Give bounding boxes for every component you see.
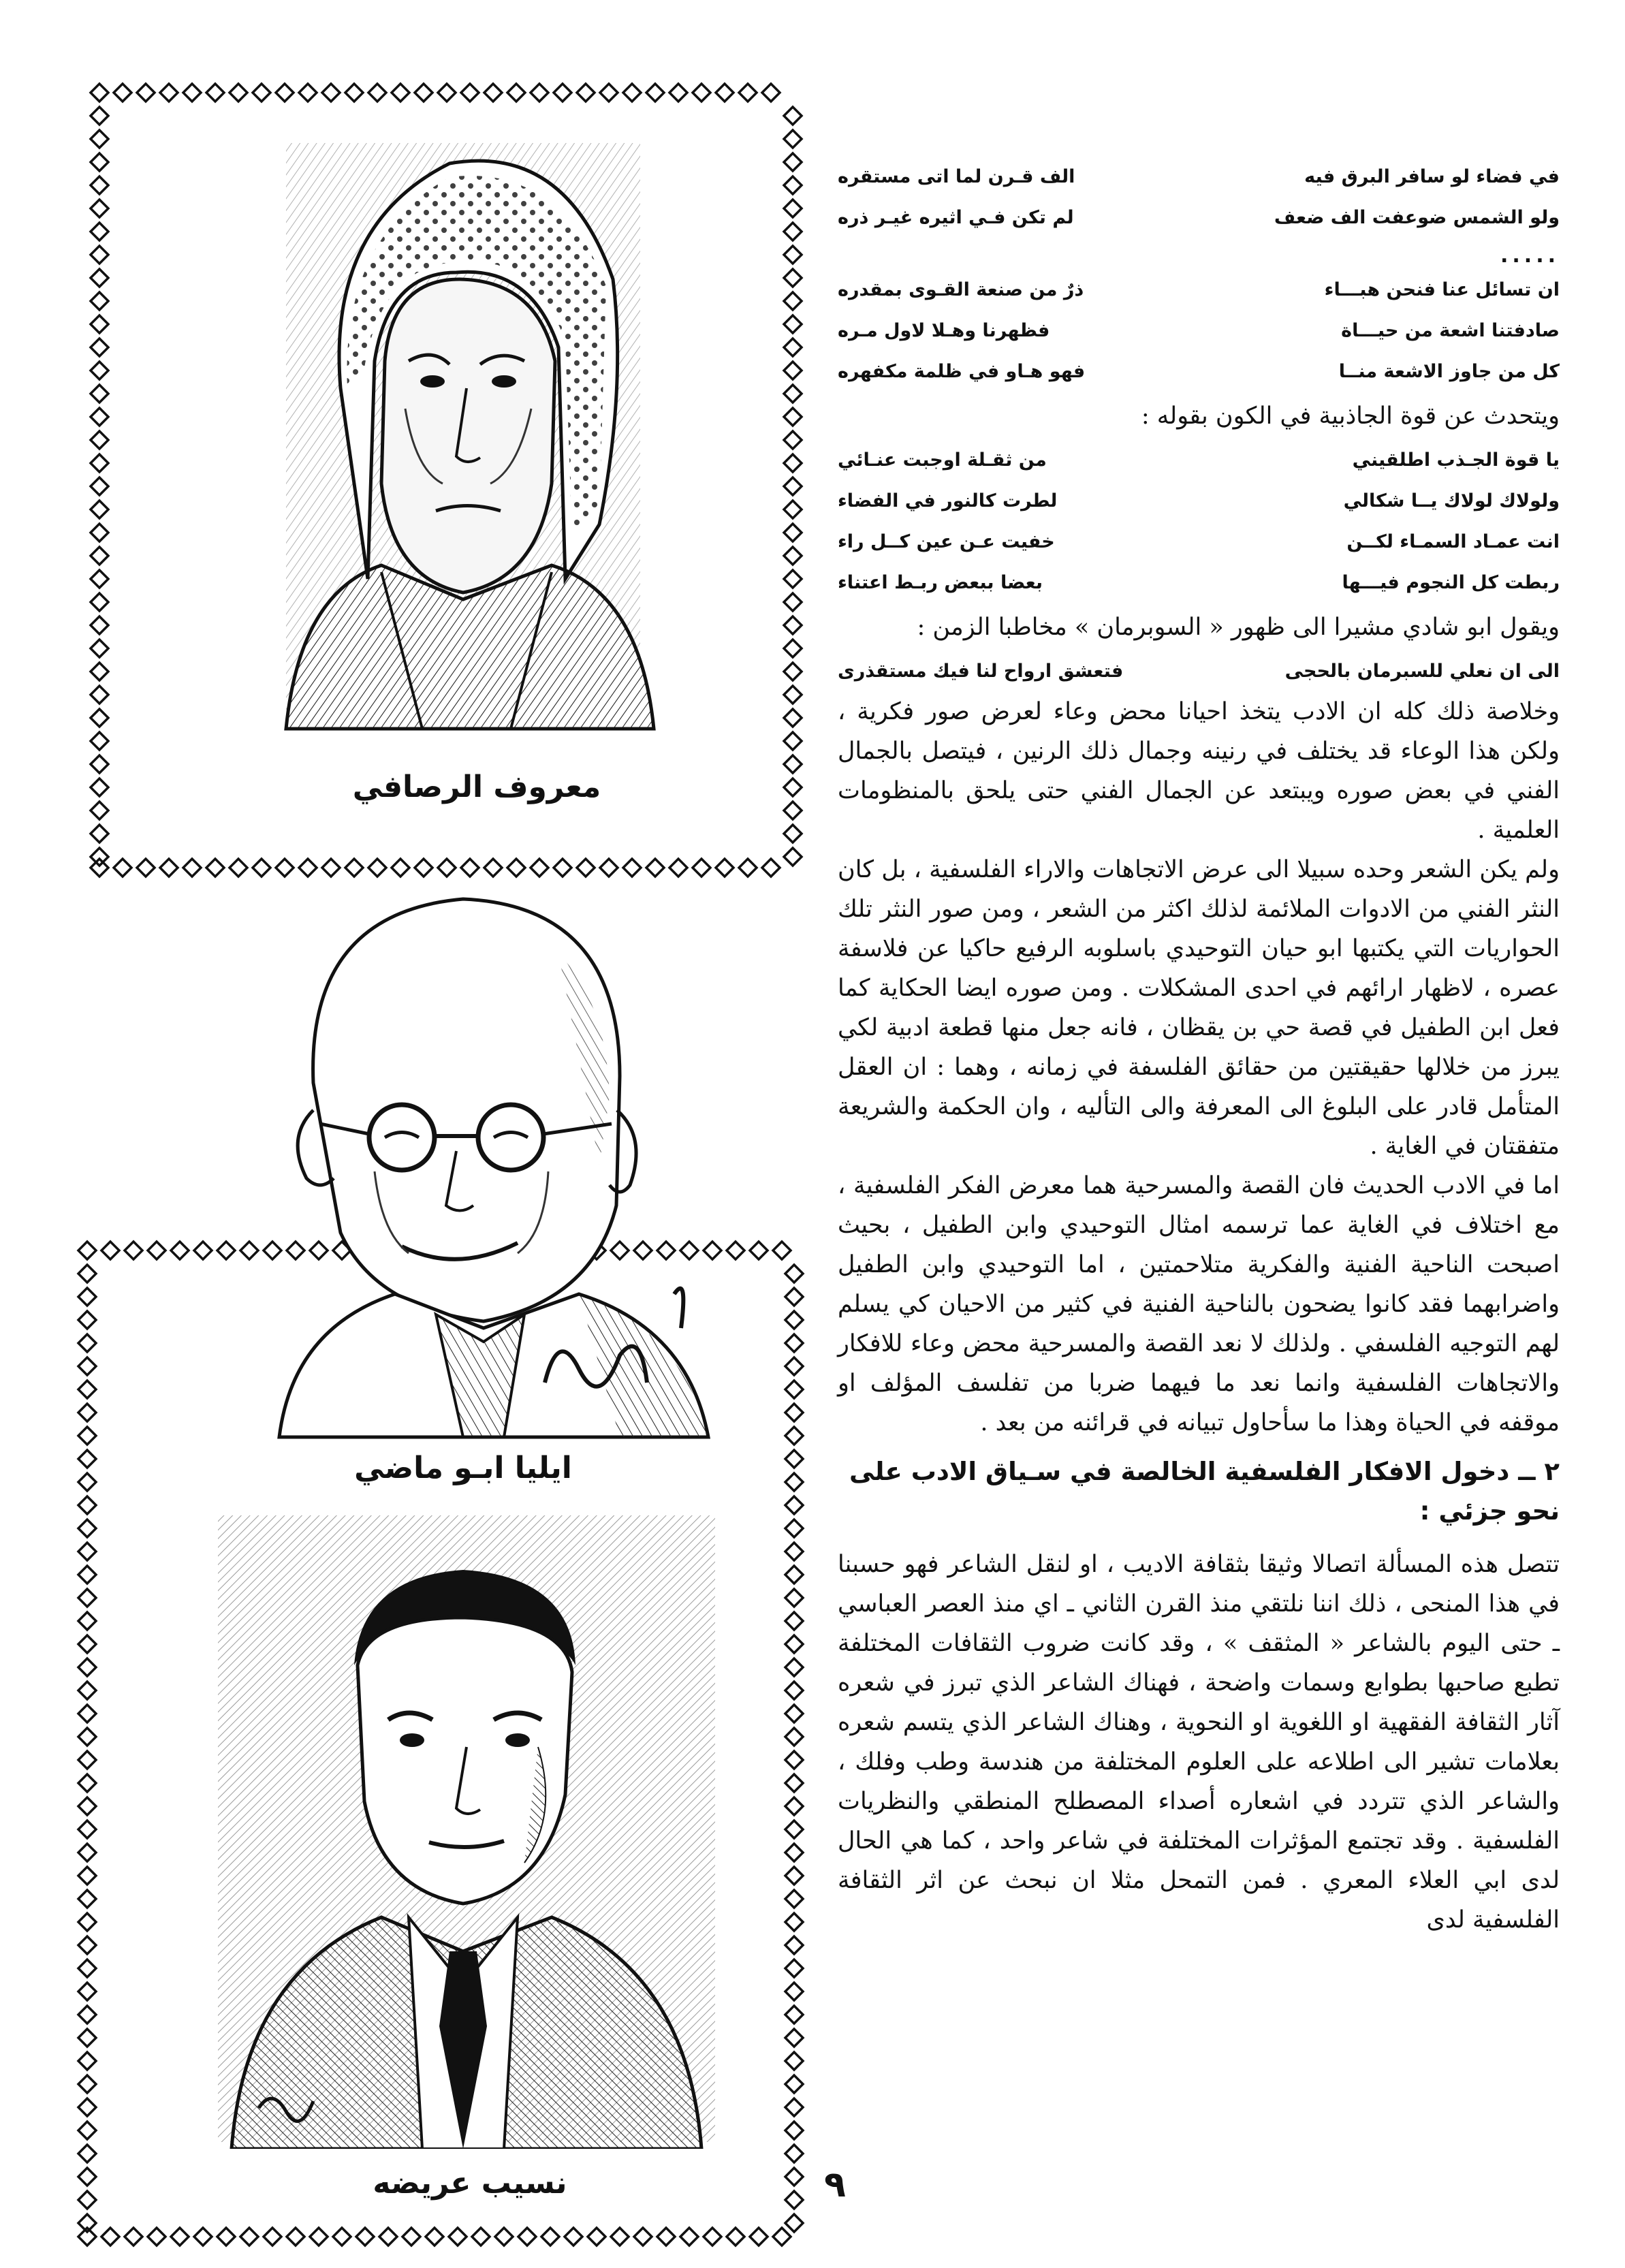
article-column: [838, 157, 1560, 1940]
verse-line: [838, 311, 1560, 351]
verse-line: [838, 351, 1560, 392]
verse-superman: [838, 651, 1560, 692]
portrait-abumadi: [238, 851, 729, 1444]
verse-hemistich-first: ربطت كل النجوم فيـــها: [1342, 572, 1560, 593]
verse-hemistich-first: كل من جاوز الاشعة منــا: [1338, 361, 1560, 382]
verse-separator: .....: [1500, 244, 1560, 268]
verse-line: [838, 522, 1560, 563]
verse-hemistich-first: يا قوة الجـذب اطلقيني: [1352, 450, 1560, 471]
verse-hemistich-second: ذرٌ من صنعة القـوى بمقدره: [838, 279, 1084, 300]
caption-aridah: نسيب عريضه: [373, 2166, 567, 2201]
section-heading: ٢ ــ دخول الافكار الفلسفية الخالصة في سـياق الادب على نحو جزئي :: [849, 1457, 1560, 1526]
verse-line: [838, 481, 1560, 522]
verse-hemistich-second: فتعشق ارواح لنا فيك مستقذرى: [838, 661, 1124, 682]
verses-attraction: [838, 440, 1560, 603]
page-number: ٩: [824, 2164, 846, 2205]
paragraph-poet-culture: تتصل هذه المسألة اتصالا وثيقا بثقافة الاديب ، او لنقل الشاعر فهو حسبنا في هذا المنحى ، ذلك اننا نلتقي منذ القرن الثاني ـ اي منذ العصر العباسي ـ حتى اليوم بالشاعر « المثقف » ، وقد كانت ضروب الثقافات المختلفة تطبع صاحبها بطوابع وسمات واضحة ، فهناك الشاعر الذي تبرز في شعره آثار الثقافة الفقهية او اللغوية او النحوية ، وهناك الشاعر الذي يتسم شعره بعلامات تشير الى اطلاعه على العلوم المختلفة من هندسة وطب وفلك ، والشاعر الذي تتردد في اشعاره أصداء المصطلح المنطقي والنظريات الفلسفية . وقد تجتمع المؤثرات المختلفة في شاعر واحد ، كما هي الحال لدى ابي العلاء المعري . فمن التمحل مثلا ان نبحث عن اثر الثقافة الفلسفية لدى: [838, 1551, 1560, 1934]
verse-hemistich-first: الى ان نعلي للسبرمان بالحجى: [1284, 661, 1560, 682]
verse-hemistich-second: فظهرنا وهـلا لاول مـره: [838, 320, 1050, 341]
intro-gravity: ويتحدث عن قوة الجاذبية في الكون بقوله :: [1141, 403, 1560, 430]
verse-hemistich-second: فهو هـاو في ظلمة مكفهره: [838, 361, 1086, 382]
caption-rusafi: معروف الرصافي: [352, 770, 601, 804]
verse-hemistich-first: صادفتنا اشعة من حيـــاة: [1341, 320, 1560, 341]
paragraph-prose-forms: ولم يكن الشعر وحده سبيلا الى عرض الاتجاهات والاراء الفلسفية ، بل كان النثر الفني من الادوات الملائمة لذلك اكثر من الشعر ، ومن صور النثر تلك الحواريات التي يكتبها ابو حيان التوحيدي باسلوبه الرفيع حاكيا عن فلاسفة عصره ، لاظهار ارائهم في احدى المشكلات . ومن صوره ايضا الحكاية كما فعل ابن الطفيل في قصة حي بن يقظان ، فانه جعل منها قطعة ادبية لكي يبرز من خلالها حقيقتين من حقائق الفلسفة في زمانه ، وهما : ان العقل المتأمل قادر على البلوغ الى المعرفة والى التأليه ، وان الحكمة والشريعة متفقتان في الغاية .: [838, 856, 1560, 1160]
verse-hemistich-second: بعضا ببعض ربـط اعتناء: [838, 572, 1043, 593]
verse-hemistich-first: ان تسائل عنا فنحن هبـــاء: [1324, 279, 1560, 300]
portrait-aridah: [204, 1509, 729, 2149]
caption-abumadi: ايليا ابـو ماضي: [354, 1451, 572, 1485]
verse-hemistich-first: في فضاء لو سافر البرق فيه: [1304, 166, 1560, 187]
verses-atom: [838, 270, 1560, 392]
portrait-rusafi: [245, 102, 681, 742]
verse-line: [838, 440, 1560, 481]
verse-hemistich-second: من ثقـلة اوجبت عنـائي: [838, 450, 1047, 471]
verse-hemistich-first: ولو الشمس ضوعفت الف ضعف: [1274, 207, 1560, 228]
verse-hemistich-first: ولولاك لولاك يــا شكالي: [1343, 490, 1560, 511]
verse-line: [838, 563, 1560, 603]
verse-hemistich-first: انت عمـاد السمـاء لكــن: [1346, 531, 1560, 552]
verse-line: [838, 270, 1560, 311]
verse-hemistich-second: الف قـرن لما اتى مستقره: [838, 166, 1075, 187]
intro-superman: ويقول ابو شادي مشيرا الى ظهور « السوبرمان » مخاطبا الزمن :: [917, 614, 1560, 641]
verse-line: [838, 198, 1560, 238]
verses-gravity: [838, 157, 1560, 238]
verse-line: [838, 157, 1560, 198]
paragraph-modern-literature: اما في الادب الحديث فان القصة والمسرحية هما معرض الفكر الفلسفية ، مع اختلاف في الغاية عما ترسمه امثال التوحيدي وابن الطفيل ، بحيث اصبحت الناحية الفنية والفكرية متلاحمتين ، اما التوحيدي وابن الطفيل واضرابهما فقد كانوا يضحون بالناحية الفنية في كثير من الاحيان كي يسلم لهم التوجيه الفلسفي . ولذلك لا نعد القصة والمسرحية محض وعاء للافكار والاتجاهات الفلسفية وانما نعد ما فيهما ضربا من تفلسف المؤلف او موقفه في الحياة وهذا ما سأحاول تبيانه في قرائنه من بعد .: [838, 1172, 1560, 1436]
verse-hemistich-second: لم تكن فـي اثيره غيـر ذره: [838, 207, 1074, 228]
verse-hemistich-second: لطرت كالنور في الفضاء: [838, 490, 1058, 511]
verse-hemistich-second: خفيت عـن عين كــل راء: [838, 531, 1055, 552]
paragraph-conclusion: وخلاصة ذلك كله ان الادب يتخذ احيانا محض وعاء لعرض صور فكرية ، ولكن هذا الوعاء قد يختلف في رنينه وجمال ذلك الرنين ، فيتصل بالجمال الفني في بعض صوره ويبتعد عن الجمال الفني حتى يلحق بالمنظومات العلمية .: [838, 698, 1560, 844]
